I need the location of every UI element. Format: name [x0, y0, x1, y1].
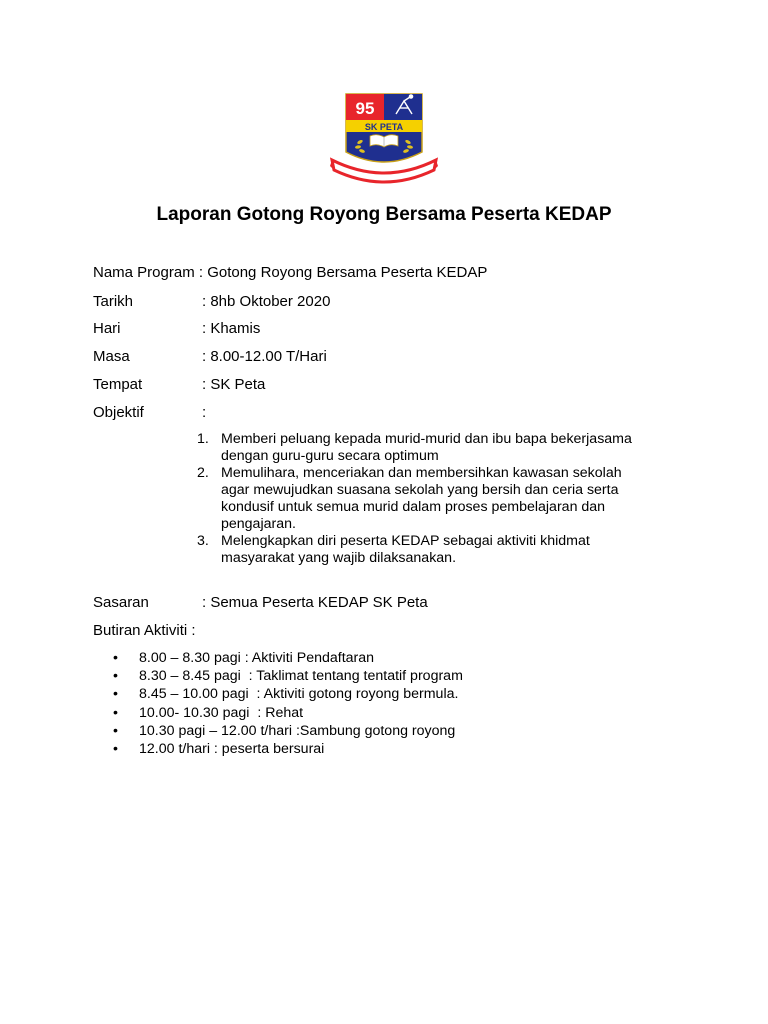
activity-text: 8.00 – 8.30 pagi : Aktiviti Pendaftaran [139, 650, 375, 666]
bullet-icon: • [113, 668, 118, 685]
activity-text: 8.45 – 10.00 pagi : Aktiviti gotong royong bermula. [139, 686, 459, 703]
field-value: : SK Peta [202, 376, 266, 393]
logo-school-name: SK PETA [364, 122, 404, 132]
field-value: : Khamis [202, 320, 261, 337]
field-label: Sasaran [93, 594, 149, 611]
field-tarikh [93, 293, 331, 310]
field-tempat [93, 376, 266, 393]
field-objektif [93, 404, 207, 421]
objective-text: Memberi peluang kepada murid-murid dan ibu bapa bekerjasama dengan guru-guru secara optimum [221, 431, 632, 464]
activity-text: 8.30 – 8.45 pagi : Taklimat tentang tentatif program [139, 668, 463, 685]
objective-item [190, 431, 690, 465]
field-sasaran [93, 594, 428, 611]
field-value: : 8hb Oktober 2020 [202, 293, 331, 310]
objectives-list [190, 431, 690, 567]
book-icon [370, 135, 398, 147]
activity-details-heading: Butiran Aktiviti : [93, 622, 196, 639]
objective-number: 1. [197, 431, 209, 447]
objective-text: Melengkapkan diri peserta KEDAP sebagai aktiviti khidmat masyarakat yang wajib dilaksanakan. [221, 533, 590, 566]
activity-text: 10.30 pagi – 12.00 t/hari :Sambung gotong royong [139, 722, 456, 739]
objective-text: Memulihara, menceriakan dan membersihkan kawasan sekolah agar mewujudkan suasana sekolah yang bersih dan ceria serta kondusif untuk semua murid dalam proses pembelajaran dan pengajaran. [221, 465, 622, 532]
page-title: Laporan Gotong Royong Bersama Peserta KEDAP [156, 204, 612, 225]
program-name-line: Nama Program : Gotong Royong Bersama Peserta KEDAP [93, 264, 488, 281]
bullet-icon: • [113, 704, 118, 721]
list-item [113, 685, 463, 703]
objective-number: 3. [197, 533, 209, 549]
field-label: Tarikh [93, 293, 134, 310]
list-item [113, 722, 463, 740]
activities-list [113, 649, 463, 758]
logo-number: 95 [355, 99, 375, 118]
logo-banner [332, 160, 436, 182]
bullet-icon: • [113, 686, 118, 703]
field-value: : 8.00-12.00 T/Hari [202, 348, 327, 365]
field-hari [93, 320, 261, 337]
activity-text: 12.00 t/hari : peserta bersurai [139, 741, 325, 758]
bullet-icon: • [113, 741, 118, 758]
list-item [113, 667, 463, 685]
activity-text: 10.00- 10.30 pagi : Rehat [139, 704, 304, 721]
bullet-icon: • [113, 722, 118, 739]
school-logo [330, 90, 438, 190]
objective-item [190, 533, 690, 567]
field-label: Tempat [93, 376, 143, 393]
field-masa [93, 348, 327, 365]
field-label: Masa [93, 348, 130, 365]
field-value: : Semua Peserta KEDAP SK Peta [202, 594, 428, 611]
list-item [113, 704, 463, 722]
field-label: Objektif [93, 404, 144, 421]
field-value: : [202, 404, 207, 421]
objective-item [190, 465, 690, 533]
objective-number: 2. [197, 465, 209, 481]
bullet-icon: • [113, 650, 118, 666]
list-item [113, 649, 463, 667]
field-label: Hari [93, 320, 121, 337]
list-item [113, 740, 463, 758]
